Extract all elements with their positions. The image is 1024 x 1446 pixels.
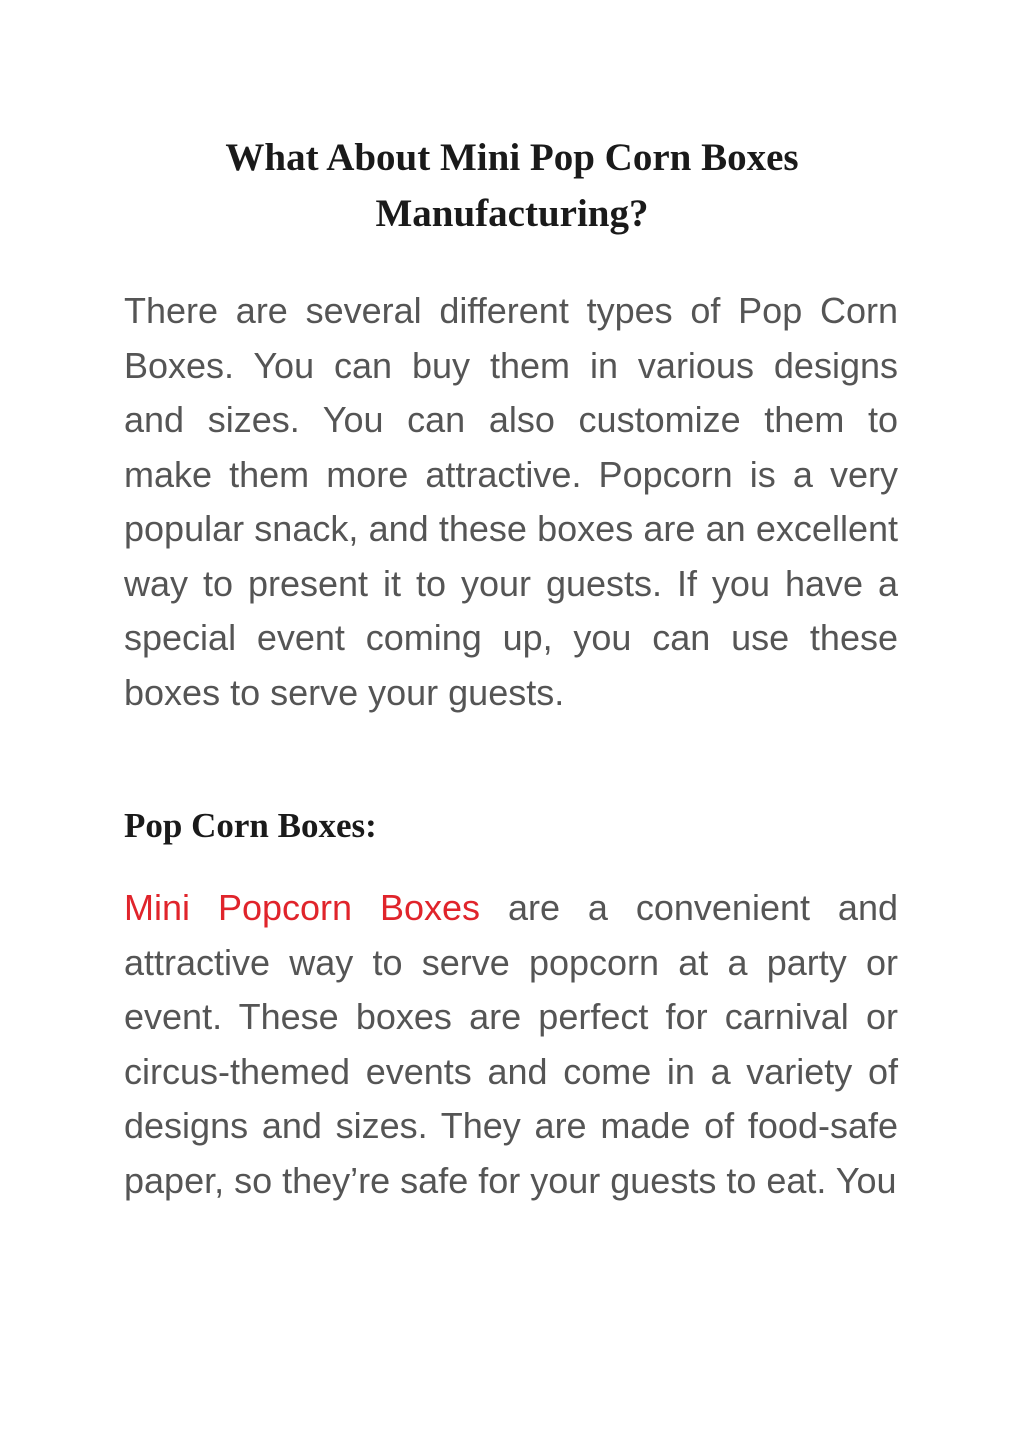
- mini-popcorn-boxes-link[interactable]: Mini Popcorn Boxes: [124, 887, 481, 928]
- intro-paragraph: There are several different types of Pop Corn Boxes. You can buy them in various designs and sizes. You can also customize them to make them more attractive. Popcorn is a very popular snack, and these boxes are an excellent way to present it to your guests. If you have a special event coming up, you can use these boxes to serve your guests.: [124, 290, 898, 713]
- page-title: What About Mini Pop Corn Boxes Manufacturing?: [225, 136, 799, 235]
- section-heading: Pop Corn Boxes:: [124, 806, 377, 845]
- body-paragraph: [124, 881, 898, 1208]
- body-paragraph-text: are a convenient and attractive way to serve popcorn at a party or event. These boxes are perfect for carnival or circus-themed events and come in a variety of designs and sizes. They are made of food-safe paper, so they’re safe for your guests to eat. You: [124, 887, 898, 1201]
